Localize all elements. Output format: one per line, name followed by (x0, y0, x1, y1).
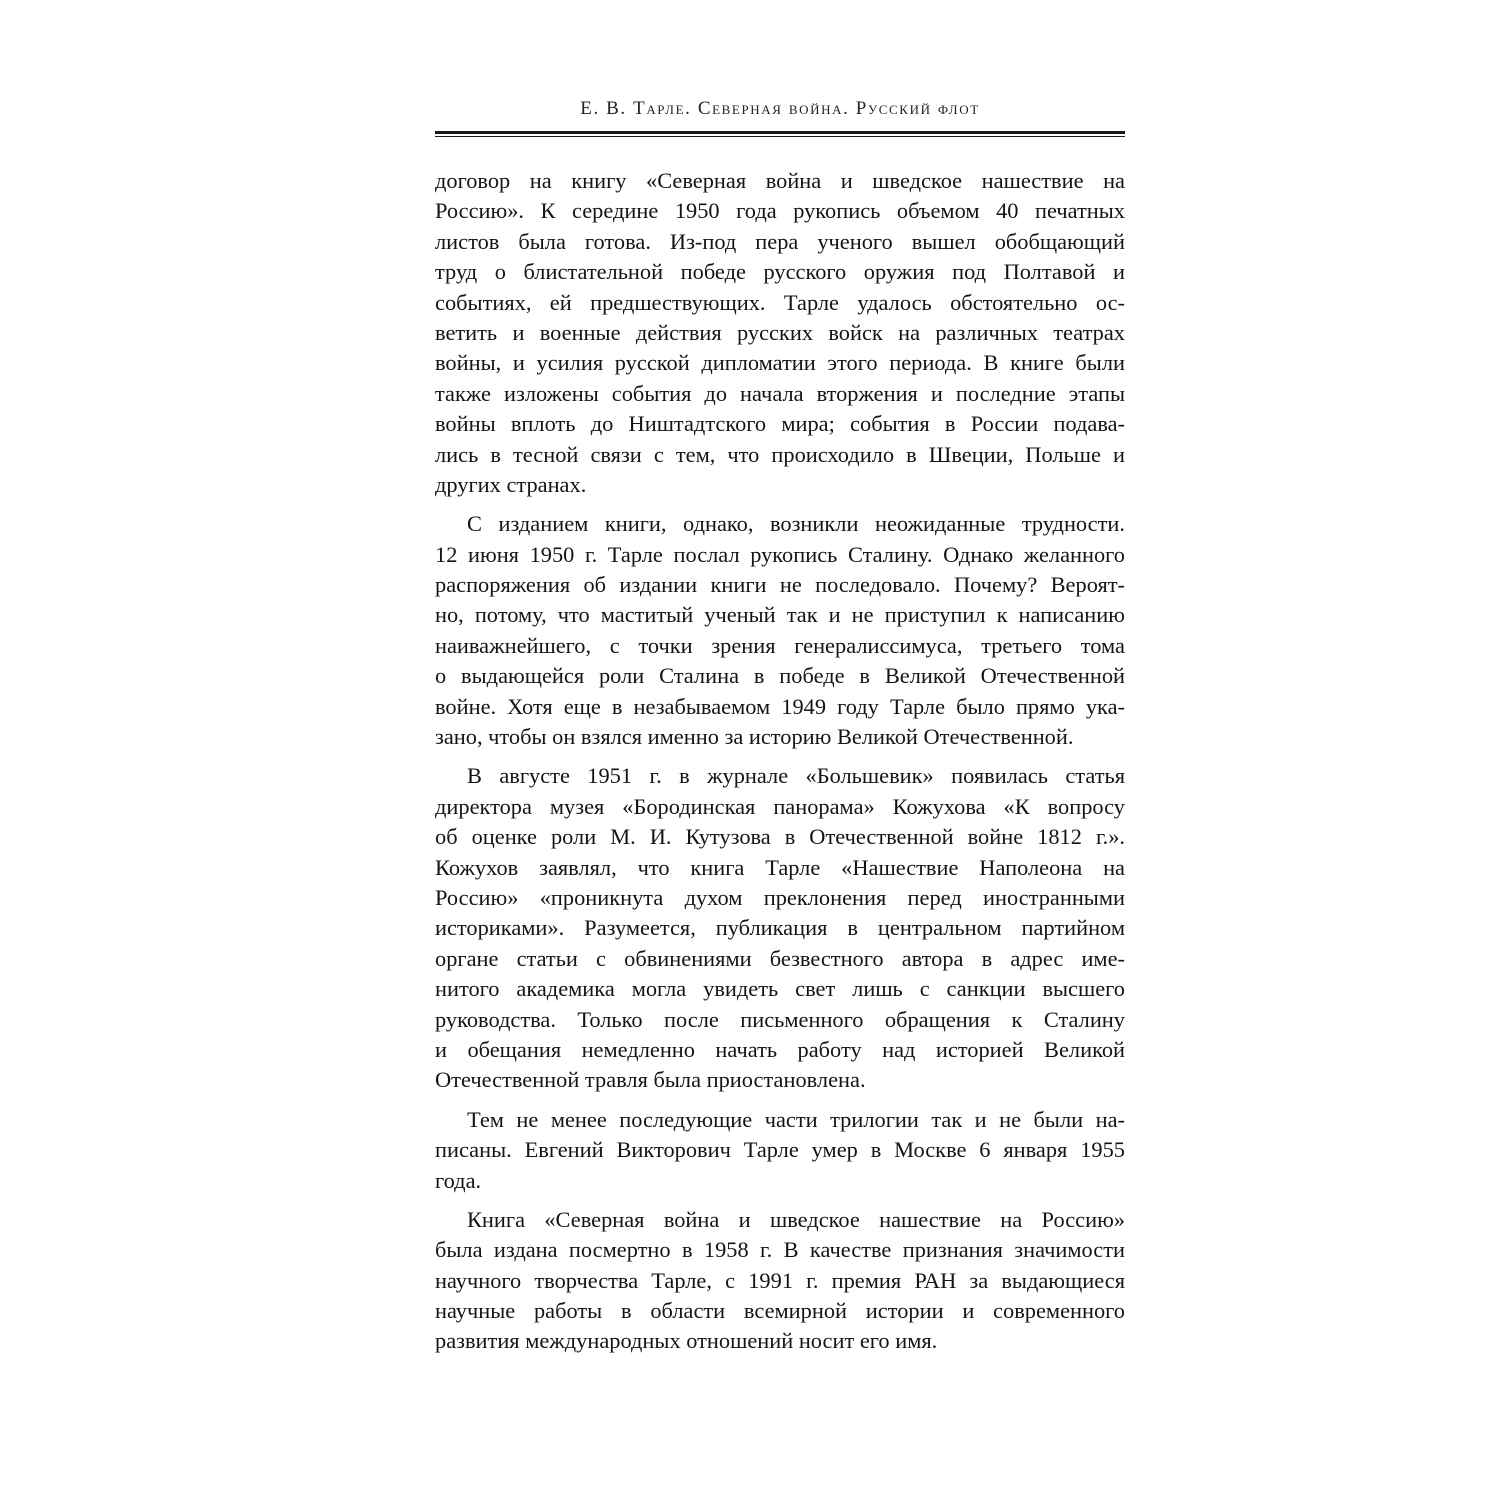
text-line: писаны. Евгений Викторович Тарле умер в Москве 6 января 1955 (435, 1137, 1125, 1163)
text-line: В августе 1951 г. в журнале «Большевик» появилась статья (467, 763, 1125, 789)
text-line: труд о блистательной победе русского оружия под Полтавой и (435, 259, 1125, 285)
text-line: ветить и военные действия русских войск на различных театрах (435, 319, 1125, 345)
text-line: но, потому, что маститый ученый так и не приступил к написанию (435, 602, 1125, 628)
text-line: Книга «Северная война и шведское нашествие на Россию» (467, 1206, 1125, 1232)
text-line: была издана посмертно в 1958 г. В качестве признания значимости (435, 1237, 1125, 1263)
text-line: зано, чтобы он взялся именно за историю Великой Отечественной. (435, 724, 1074, 750)
text-line: войны вплоть до Ништадтского мира; события в России подава- (435, 411, 1125, 437)
text-line: Россию» «проникнута духом преклонения перед иностранными (435, 884, 1125, 910)
text-line: года. (435, 1167, 482, 1193)
text-line: руководства. Только после письменного обращения к Сталину (435, 1006, 1125, 1032)
text-line: событиях, ей предшествующих. Тарле удалось обстоятельно ос- (435, 289, 1125, 315)
text-line: С изданием книги, однако, возникли неожиданные трудности. (467, 511, 1125, 537)
body-text (435, 166, 1125, 1357)
text-line: других странах. (435, 471, 587, 497)
text-line: распоряжения об издании книги не последовало. Почему? Вероят- (435, 572, 1125, 598)
text-line: также изложены события до начала вторжения и последние этапы (435, 380, 1125, 406)
running-head: Е. В. Тарле. Северная война. Русский флот (580, 98, 980, 119)
text-line: 12 июня 1950 г. Тарле послал рукопись Сталину. Однако желанного (435, 541, 1125, 567)
text-line: органе статьи с обвинениями безвестного автора в адрес име- (435, 945, 1125, 971)
paragraph (435, 1205, 1125, 1357)
text-line: лись в тесной связи с тем, что происходило в Швеции, Польше и (435, 441, 1125, 467)
text-line: войне. Хотя еще в незабываемом 1949 году Тарле было прямо ука- (435, 693, 1125, 719)
paragraph (435, 166, 1125, 500)
text-line: наиважнейшего, с точки зрения генералиссимуса, третьего тома (435, 632, 1125, 658)
text-line: развития международных отношений носит его имя. (435, 1328, 938, 1354)
text-line: об оценке роли М. И. Кутузова в Отечественной войне 1812 г.». (435, 824, 1125, 850)
text-line: научные работы в области всемирной истории и современного (435, 1298, 1125, 1324)
text-line: Россию». К середине 1950 года рукопись объемом 40 печатных (435, 198, 1125, 224)
paragraph (435, 1105, 1125, 1196)
text-line: листов была готова. Из-под пера ученого вышел обобщающий (435, 228, 1125, 254)
text-line: Отечественной травля была приостановлена. (435, 1067, 866, 1093)
header-rule-thick (435, 131, 1125, 134)
text-line: Кожухов заявлял, что книга Тарле «Нашествие Наполеона на (435, 854, 1125, 880)
text-line: и обещания немедленно начать работу над историей Великой (435, 1036, 1125, 1062)
text-line: о выдающейся роли Сталина в победе в Великой Отечественной (435, 663, 1125, 689)
header-rule-thin (435, 136, 1125, 137)
text-line: войны, и усилия русской дипломатии этого периода. В книге были (435, 350, 1125, 376)
paragraph (435, 509, 1125, 752)
text-line: научного творчества Тарле, с 1991 г. премия РАН за выдающиеся (435, 1267, 1125, 1293)
text-line: нитого академика могла увидеть свет лишь с санкции высшего (435, 976, 1125, 1002)
text-line: директора музея «Бородинская панорама» Кожухова «К вопросу (435, 793, 1125, 819)
text-line: Тем не менее последующие части трилогии так и не были на- (467, 1106, 1125, 1132)
text-line: договор на книгу «Северная война и шведское нашествие на (435, 168, 1125, 193)
text-line: историками». Разумеется, публикация в центральном партийном (435, 915, 1125, 941)
paragraph (435, 761, 1125, 1095)
